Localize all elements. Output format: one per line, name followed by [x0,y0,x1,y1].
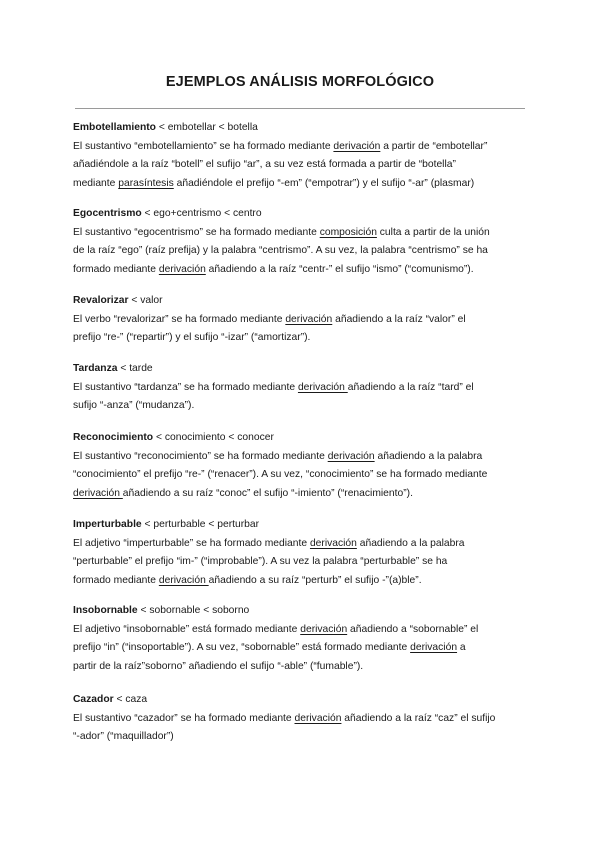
entry-line: El sustantivo “tardanza” se ha formado mediante derivación añadiendo a la raíz “tard” el [73,381,474,393]
entry-line: “conocimiento” el prefijo “re-” (“renacer”). A su vez, “conocimiento” se ha formado mediante [73,469,488,481]
process-term: parasíntesis [118,178,174,190]
entry-heading [73,691,533,710]
entry-revalorizar [73,292,533,348]
entry-egocentrismo [73,205,533,280]
page-title: EJEMPLOS ANÁLISIS MORFOLÓGICO [165,74,435,90]
entry-term: Tardanza [73,363,118,374]
process-term: composición [319,226,377,238]
process-term: derivación [309,537,357,549]
entry-line: formado mediante derivación añadiendo a su raíz “perturb” el sufijo -”(a)ble”. [73,575,422,587]
entry-line: sufijo “-anza” (“mudanza”). [73,400,195,412]
entry-etymology: < conocimiento < conocer [153,432,274,443]
process-term: derivación [333,140,381,152]
entry-etymology: < valor [128,295,163,306]
entry-heading [73,516,533,535]
entry-line: partir de la raíz”soborno” añadiendo el sufijo “-able” (“fumable”). [73,661,364,673]
entry-term: Embotellamiento [73,122,156,133]
entry-line: El adjetivo “insobornable” está formado mediante derivación añadiendo a “sobornable” el [73,623,479,635]
entry-term: Cazador [73,694,114,705]
entry-line: El sustantivo “embotellamiento” se ha formado mediante derivación a partir de “embotellar” [73,140,488,152]
entry-heading [73,119,533,138]
entry-etymology: < sobornable < soborno [137,605,250,616]
entry-line: El sustantivo “cazador” se ha formado mediante derivación añadiendo a la raíz “caz” el sufijo [73,712,496,724]
entry-heading [73,429,533,448]
entry-line: El sustantivo “egocentrismo” se ha formado mediante composición culta a partir de la unión [73,226,490,238]
entry-term: Revalorizar [73,295,129,306]
process-term: derivación [327,450,375,462]
process-term: derivación [285,313,333,325]
entry-line: de la raíz “ego” (raíz prefija) y la palabra “centrismo”. A su vez, la palabra “centrismo” se ha [73,245,488,257]
entry-etymology: < ego+centrismo < centro [141,208,262,219]
entry-heading [73,292,533,311]
process-term: derivación [158,264,206,276]
entry-imperturbable [73,516,533,591]
entry-reconocimiento [73,429,533,504]
entry-cazador [73,691,533,747]
entry-etymology: < embotellar < botella [155,122,258,133]
entry-line: formado mediante derivación añadiendo a la raíz “centr-” el sufijo “ismo” (“comunismo”). [73,264,474,276]
entry-line: “-ador” (“maquillador”) [73,731,174,743]
process-term: derivación [294,712,342,724]
entry-line: derivación añadiendo a su raíz “conoc” el sufijo “-imiento” (“renacimiento”). [73,488,413,500]
process-term: derivación [73,488,123,500]
entry-line: prefijo “re-” (“repartir”) y el sufijo “-izar” (“amortizar”). [73,332,311,344]
entry-line: añadiéndole a la raíz “botell” el sufijo “ar”, a su vez está formada a partir de “botella” [73,159,456,171]
entry-etymology: < tarde [117,363,153,374]
title-divider [75,108,525,109]
entry-line: mediante parasíntesis añadiéndole el prefijo “-em” (“empotrar”) y el sufijo “-ar” (plasmar) [73,178,475,190]
entry-term: Reconocimiento [73,432,154,443]
entry-line: El adjetivo “imperturbable” se ha formado mediante derivación añadiendo a la palabra [73,537,465,549]
entry-line: El verbo “revalorizar” se ha formado mediante derivación añadiendo a la raíz “valor” el [73,313,466,325]
entry-line: “perturbable” el prefijo “im-” (“improbable”). A su vez la palabra “perturbable” se ha [73,556,448,568]
entry-line: prefijo “in” (“insoportable”). A su vez, “sobornable” está formado mediante derivación a [73,642,466,654]
process-term: derivación [410,642,458,654]
entry-heading [73,360,533,379]
process-term: derivación [300,623,348,635]
entry-insobornable [73,602,533,677]
entry-embotellamiento [73,119,533,194]
entry-tardanza [73,360,533,416]
process-term: derivación [158,575,209,587]
entry-term: Egocentrismo [73,208,142,219]
process-term: derivación [297,381,348,393]
entry-term: Imperturbable [73,519,142,530]
entry-heading [73,602,533,621]
entry-heading [73,205,533,224]
entry-etymology: < perturbable < perturbar [141,519,260,530]
entry-term: Insobornable [73,605,138,616]
entry-etymology: < caza [113,694,148,705]
entry-line: El sustantivo “reconocimiento” se ha formado mediante derivación añadiendo a la palabra [73,450,483,462]
